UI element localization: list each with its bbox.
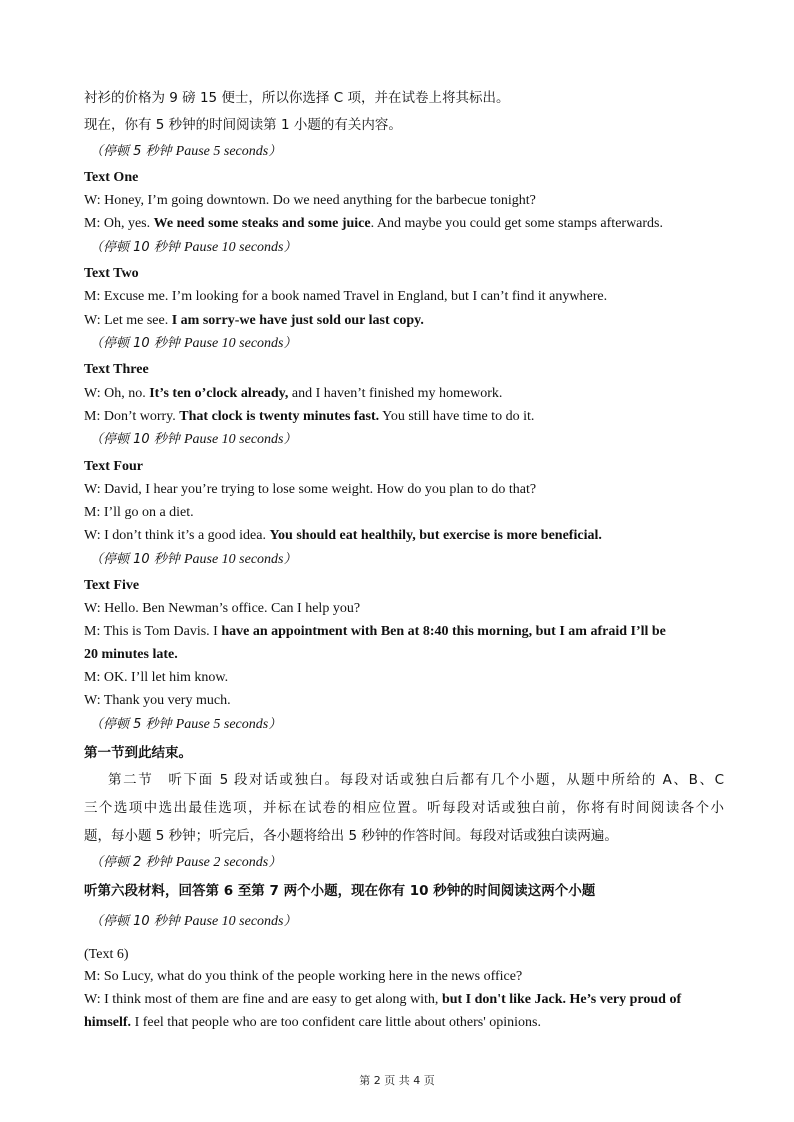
- text-one-title: Text One: [84, 170, 139, 185]
- text-six-line-2: W: I think most of them are fine and are easy to get along with, but I don't like Jack. He’s very proud of: [84, 992, 682, 1007]
- text-six-line-3: himself. I feel that people who are too confident care little about others' opinions.: [84, 1015, 542, 1030]
- text-six-title: (Text 6): [84, 947, 129, 962]
- page-number-footer: 第 2 页 共 4 页: [359, 1074, 435, 1087]
- text-two-line-1: M: Excuse me. I’m looking for a book named Travel in England, but I can’t find it anywhere.: [84, 289, 608, 304]
- text-two-line-2: W: Let me see. I am sorry-we have just sold our last copy.: [84, 313, 424, 328]
- text-six-line-1: M: So Lucy, what do you think of the people working here in the news office?: [84, 969, 523, 984]
- pause-note: （停顿 10 秒钟 Pause 10 seconds）: [90, 432, 297, 447]
- text-one-line-2: M: Oh, yes. We need some steaks and some juice. And maybe you could get some stamps afterwards.: [84, 216, 664, 231]
- section2-para-line-1: 第二节 听下面 5 段对话或独白。每段对话或独白后都有几个小题，从题中所给的 A、B、C: [108, 772, 724, 788]
- text6-instruction: 听第六段材料，回答第 6 至第 7 两个小题，现在你有 10 秒钟的时间阅读这两个小题: [84, 883, 596, 899]
- text-five-line-4: M: OK. I’ll let him know.: [84, 670, 229, 685]
- text-three-line-2: M: Don’t worry. That clock is twenty minutes fast. You still have time to do it.: [84, 409, 535, 424]
- text-five-line-1: W: Hello. Ben Newman’s office. Can I help you?: [84, 601, 361, 616]
- pause-note: （停顿 10 秒钟 Pause 10 seconds）: [90, 552, 297, 567]
- text-four-line-3: W: I don’t think it’s a good idea. You should eat healthily, but exercise is more beneficial.: [84, 528, 602, 543]
- text-four-line-2: M: I’ll go on a diet.: [84, 505, 194, 520]
- text-five-line-2: M: This is Tom Davis. I have an appointment with Ben at 8:40 this morning, but I am afraid I’ll be: [84, 624, 666, 639]
- pause-note: （停顿 5 秒钟 Pause 5 seconds）: [90, 144, 282, 159]
- intro-line-2: 现在，你有 5 秒钟的时间阅读第 1 小题的有关内容。: [84, 117, 402, 133]
- text-five-line-3: 20 minutes late.: [84, 647, 178, 662]
- text-five-title: Text Five: [84, 578, 140, 593]
- pause-note: （停顿 10 秒钟 Pause 10 seconds）: [90, 914, 297, 929]
- section-end-heading: 第一节到此结束。: [84, 745, 192, 761]
- intro-line-1: 衬衫的价格为 9 磅 15 便士，所以你选择 C 项，并在试卷上将其标出。: [84, 90, 510, 106]
- section2-para-line-2: 三个选项中选出最佳选项，并标在试卷的相应位置。听每段对话或独白前，你将有时间阅读各个小: [84, 800, 724, 816]
- section2-para-line-3: 题，每小题 5 秒钟；听完后，各小题将给出 5 秒钟的作答时间。每段对话或独白读两遍。: [84, 828, 618, 844]
- text-five-line-5: W: Thank you very much.: [84, 693, 231, 708]
- pause-note: （停顿 10 秒钟 Pause 10 seconds）: [90, 336, 297, 351]
- text-four-title: Text Four: [84, 459, 143, 474]
- text-three-title: Text Three: [84, 362, 149, 377]
- text-one-line-1: W: Honey, I’m going downtown. Do we need anything for the barbecue tonight?: [84, 193, 536, 208]
- text-two-title: Text Two: [84, 266, 139, 281]
- pause-note: （停顿 2 秒钟 Pause 2 seconds）: [90, 855, 282, 870]
- text-three-line-1: W: Oh, no. It’s ten o’clock already, and I haven’t finished my homework.: [84, 386, 503, 401]
- text-four-line-1: W: David, I hear you’re trying to lose some weight. How do you plan to do that?: [84, 482, 537, 497]
- pause-note: （停顿 10 秒钟 Pause 10 seconds）: [90, 240, 297, 255]
- pause-note: （停顿 5 秒钟 Pause 5 seconds）: [90, 717, 282, 732]
